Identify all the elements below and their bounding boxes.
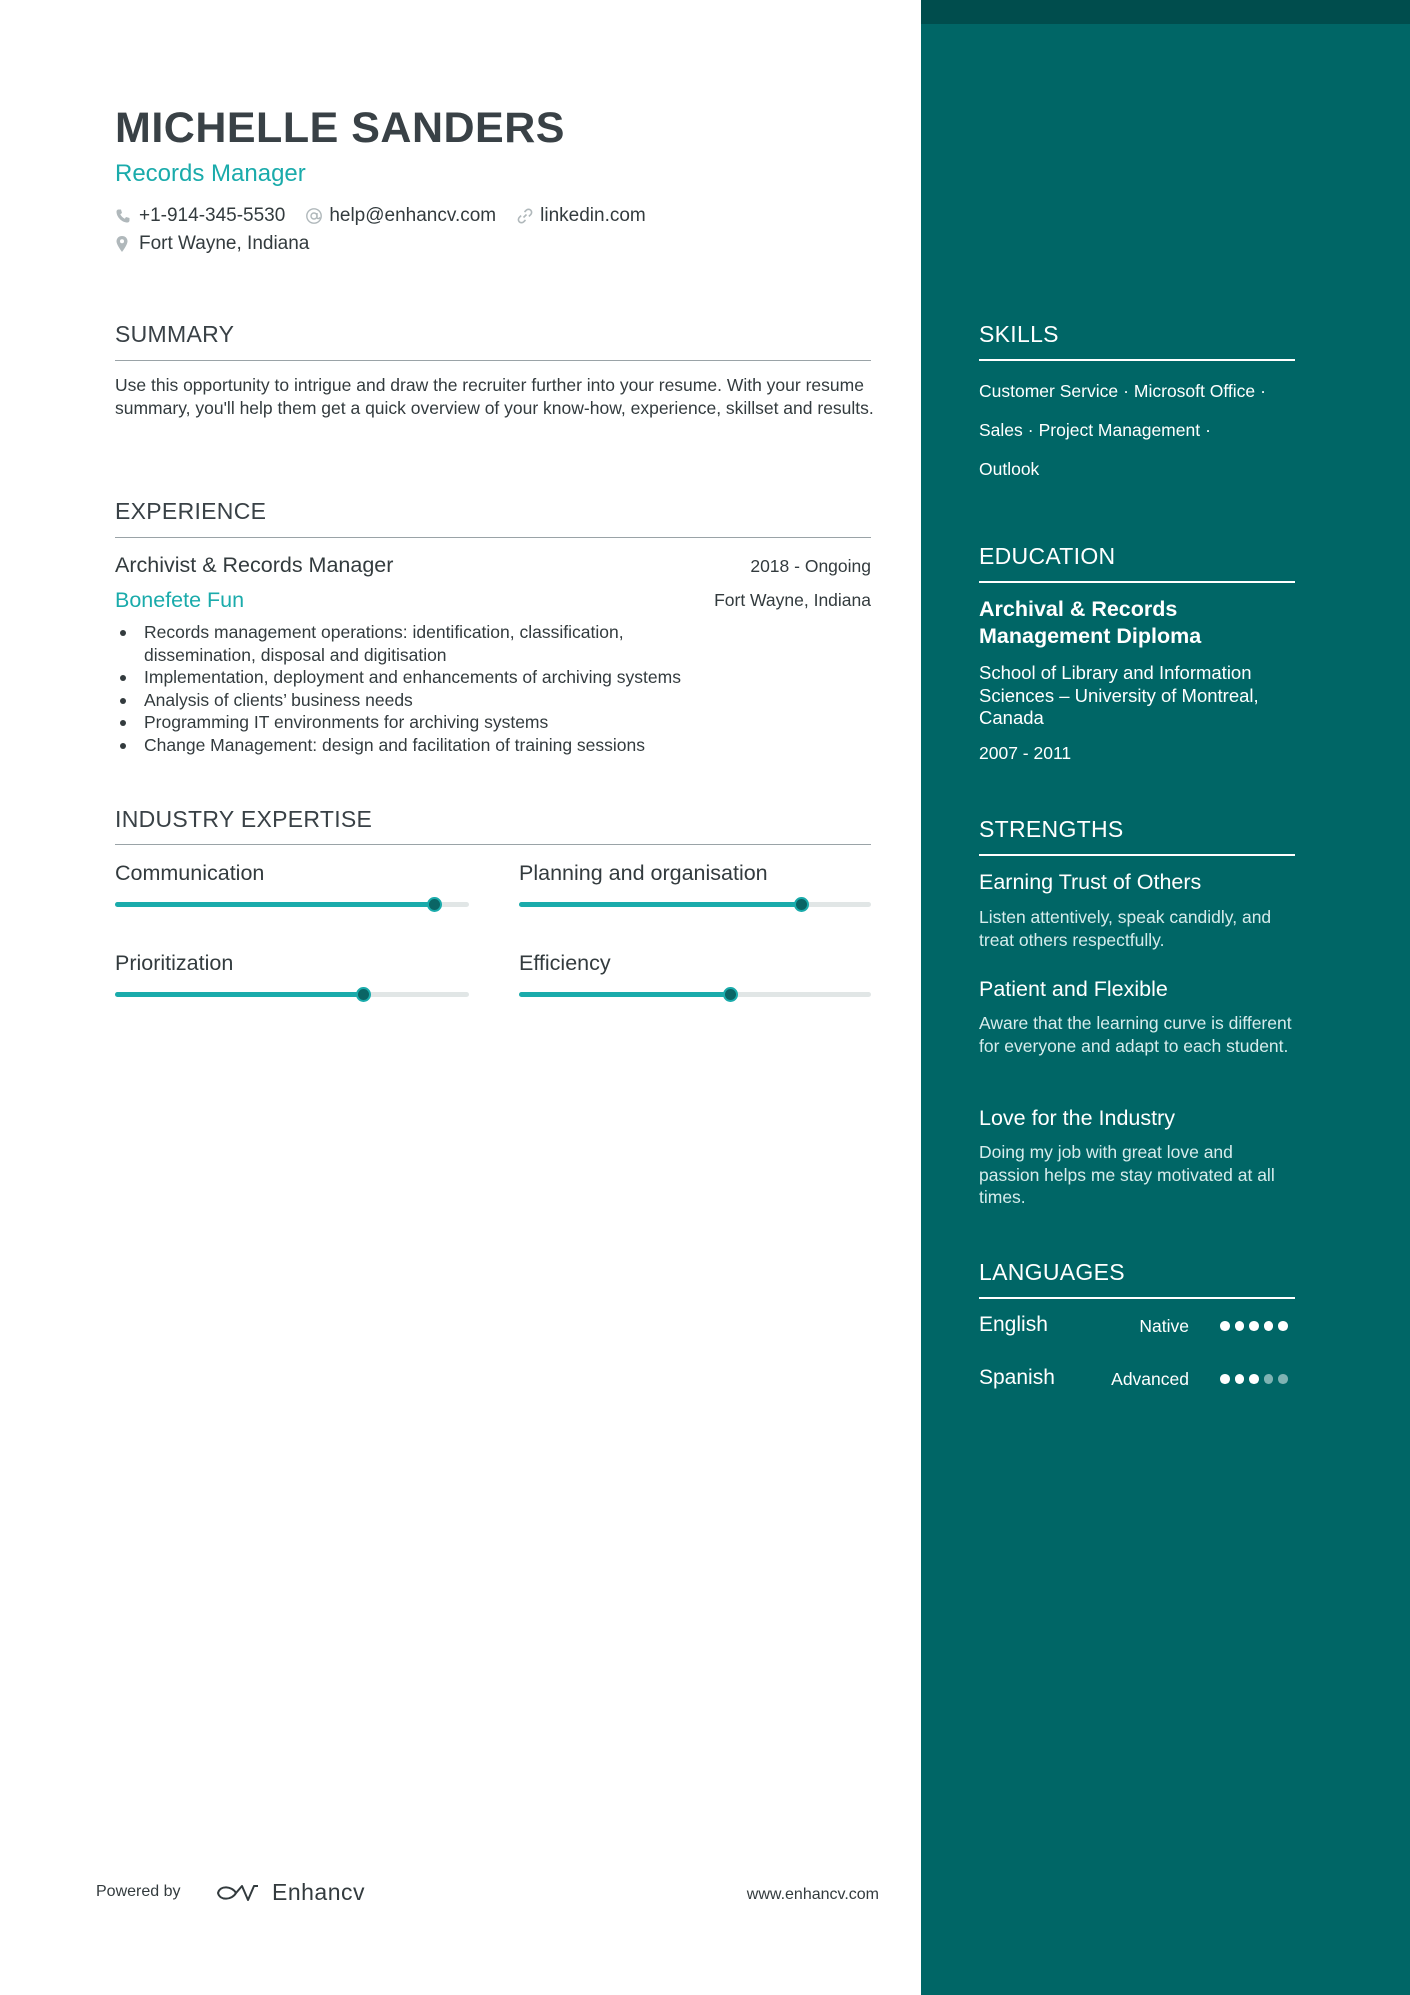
strength-desc: Doing my job with great love and passion helps me stay motivated at all times.	[979, 1142, 1275, 1207]
location-contact	[115, 233, 309, 255]
summary-heading: SUMMARY	[115, 321, 235, 347]
location-text: Fort Wayne, Indiana	[139, 233, 310, 254]
language-level: Advanced	[1111, 1369, 1189, 1389]
list-item: Records management operations: identification, classification, dissemination, disposal and digitisation	[115, 621, 735, 666]
education-dates: 2007 - 2011	[979, 743, 1072, 763]
expertise-bar-fill	[519, 992, 730, 997]
expertise-bar	[115, 902, 469, 907]
email-text: help@enhancv.com	[329, 205, 497, 226]
phone-text: +1-914-345-5530	[139, 205, 286, 226]
powered-by-label: Powered by	[96, 1883, 181, 1900]
strengths-heading: STRENGTHS	[979, 816, 1124, 842]
language-dot	[1235, 1321, 1245, 1331]
location-row	[115, 233, 329, 255]
job-bullets	[115, 621, 735, 756]
expertise-divider	[115, 844, 871, 845]
language-dot	[1264, 1374, 1274, 1384]
at-icon	[305, 207, 329, 225]
summary-text: Use this opportunity to intrigue and draw the recruiter further into your resume. With your resume summary, you'll help them get a quick overview of your know-how, experience, skillset and results.	[115, 375, 874, 418]
strength-desc: Listen attentively, speak candidly, and treat others respectfully.	[979, 907, 1272, 950]
education-school: School of Library and Information Sciences – University of Montreal, Canada	[979, 662, 1259, 728]
expertise-label: Planning and organisation	[519, 861, 768, 885]
skills-heading: SKILLS	[979, 321, 1059, 347]
job-location: Fort Wayne, Indiana	[714, 590, 871, 610]
expertise-heading: INDUSTRY EXPERTISE	[115, 806, 373, 832]
link-icon	[516, 207, 540, 225]
email-contact[interactable]	[305, 205, 496, 227]
phone-icon	[115, 208, 139, 224]
languages-divider	[979, 1297, 1295, 1299]
summary-divider	[115, 360, 871, 361]
list-item: Change Management: design and facilitation of training sessions	[115, 734, 735, 757]
expertise-bar	[115, 992, 469, 997]
enhancv-logo[interactable]	[214, 1879, 365, 1906]
enhancv-logo-text: Enhancv	[272, 1879, 366, 1905]
contact-row	[115, 205, 666, 227]
expertise-bar	[519, 992, 871, 997]
enhancv-logo-icon	[214, 1881, 262, 1905]
expertise-bar-fill	[115, 902, 434, 907]
strength-title: Patient and Flexible	[979, 977, 1168, 1001]
list-item: Implementation, deployment and enhancements of archiving systems	[115, 666, 735, 689]
language-dot	[1220, 1374, 1230, 1384]
skill-item: Microsoft Office	[1133, 381, 1256, 401]
strengths-divider	[979, 854, 1295, 856]
expertise-label: Efficiency	[519, 951, 611, 975]
location-pin-icon	[115, 235, 139, 253]
language-name: Spanish	[979, 1366, 1055, 1389]
skill-item: Outlook	[979, 459, 1040, 479]
job-role: Archivist & Records Manager	[115, 553, 394, 577]
sidebar	[921, 0, 1410, 1995]
expertise-bar	[519, 902, 871, 907]
strength-desc: Aware that the learning curve is different for everyone and adapt to each student.	[979, 1013, 1292, 1056]
expertise-bar-fill	[519, 902, 801, 907]
language-dots	[1220, 1374, 1288, 1384]
candidate-name: MICHELLE SANDERS	[115, 104, 565, 152]
education-divider	[979, 581, 1295, 583]
job-dates: 2018 - Ongoing	[750, 556, 871, 576]
education-heading: EDUCATION	[979, 543, 1116, 569]
languages-heading: LANGUAGES	[979, 1259, 1125, 1285]
website-contact[interactable]	[516, 205, 646, 227]
language-dot	[1220, 1321, 1230, 1331]
expertise-bar-knob	[794, 897, 809, 912]
skill-item: Customer Service	[979, 381, 1119, 401]
skill-item: Sales	[979, 420, 1023, 440]
list-item: Programming IT environments for archiving systems	[115, 711, 735, 734]
language-name: English	[979, 1313, 1048, 1336]
footer-url[interactable]: www.enhancv.com	[746, 1886, 879, 1903]
skills-divider	[979, 359, 1295, 361]
sidebar-top-bar	[921, 0, 1410, 24]
language-level: Native	[1139, 1316, 1189, 1336]
strength-title: Earning Trust of Others	[979, 870, 1202, 894]
expertise-bar-knob	[356, 987, 371, 1002]
language-dot	[1278, 1321, 1288, 1331]
expertise-bar-knob	[427, 897, 442, 912]
expertise-label: Communication	[115, 861, 265, 885]
expertise-bar-knob	[723, 987, 738, 1002]
skills-list: Customer Service · Microsoft Office · Sales · Project Management · Outlook	[979, 381, 1266, 479]
language-dot	[1278, 1374, 1288, 1384]
phone-contact	[115, 205, 285, 227]
expertise-label: Prioritization	[115, 951, 234, 975]
language-dot	[1235, 1374, 1245, 1384]
language-dots	[1220, 1321, 1288, 1331]
language-dot	[1249, 1374, 1259, 1384]
language-dot	[1264, 1321, 1274, 1331]
skill-item: Project Management	[1038, 420, 1201, 440]
strength-title: Love for the Industry	[979, 1106, 1175, 1130]
list-item: Analysis of clients’ business needs	[115, 689, 735, 712]
experience-heading: EXPERIENCE	[115, 498, 267, 524]
education-degree: Archival & Records Management Diploma	[979, 597, 1202, 648]
language-dot	[1249, 1321, 1259, 1331]
experience-divider	[115, 537, 871, 538]
candidate-title: Records Manager	[115, 160, 306, 187]
expertise-bar-fill	[115, 992, 363, 997]
job-company: Bonefete Fun	[115, 588, 245, 612]
website-text: linkedin.com	[540, 205, 646, 226]
